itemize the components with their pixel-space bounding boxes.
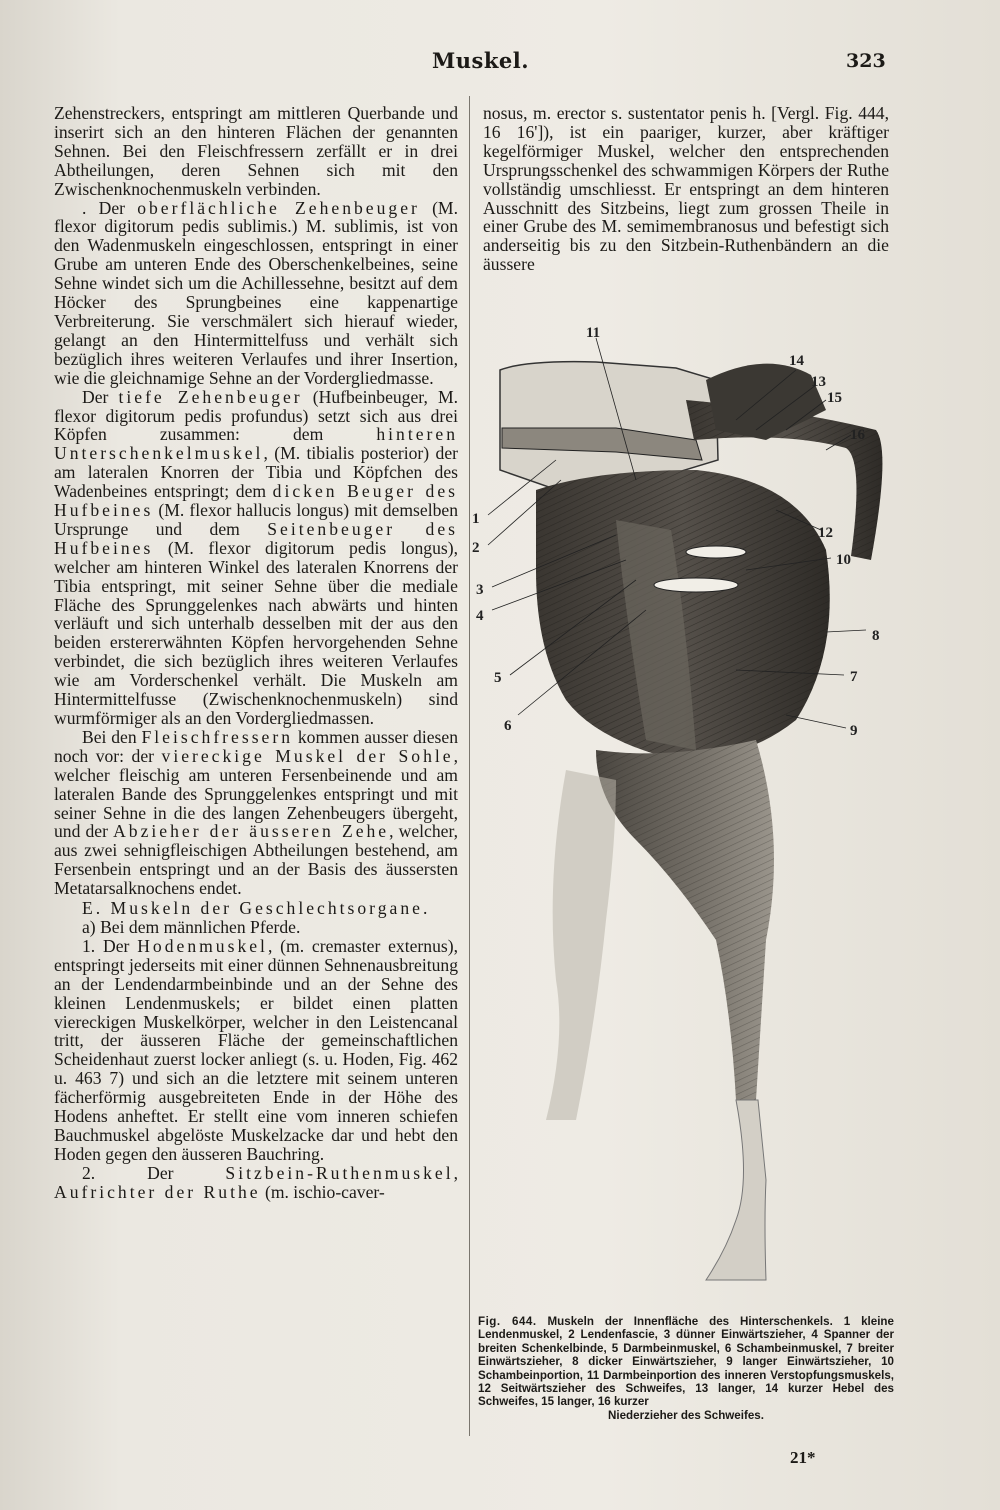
label-6: 6 — [504, 718, 512, 734]
label-16: 16 — [850, 427, 865, 443]
label-13: 13 — [811, 374, 826, 390]
anatomical-figure — [466, 320, 906, 1310]
right-column — [483, 104, 889, 274]
term: hinteren Unterschenkelmuskel — [54, 424, 458, 464]
label-12: 12 — [818, 525, 833, 541]
leg-shadow — [546, 770, 616, 1120]
term: Aufrichter der Ruthe — [54, 1181, 261, 1202]
lower-leg-fibers — [596, 740, 774, 1100]
running-title: Muskel. — [432, 48, 530, 73]
paragraph-2: . Der oberflächliche Zehenbeuger (M. flexor digitorum pedis sublimis.) M. sublimis, ist von den Wadenmuskeln eingeschlossen, entspringt in einer Grube am unteren Ende des Oberschenkelbeines, seine Sehne windet sich um die Achillessehne, besitzt auf dem Höcker des Sprungbeines eine kappenartige Verbreiterung. Sie verschmälert sich hierauf wieder, gelangt an den Hintermittelfuss und verhält sich bezüglich ihres weiteren Verlaufes und ihrer Insertion, wie die gleichnamige Sehne an der Vordergliedmasse. — [54, 197, 458, 388]
caption-last-line: Niederzieher des Schweifes. — [608, 1408, 764, 1422]
label-2: 2 — [472, 540, 480, 556]
label-15: 15 — [827, 390, 842, 406]
label-10: 10 — [836, 552, 851, 568]
term: Fleischfressern — [141, 726, 294, 747]
section-heading: E. Muskeln der Geschlechtsorgane. — [82, 898, 431, 919]
label-4: 4 — [476, 608, 484, 624]
subsection-heading: a) Bei dem männlichen Pferde. — [82, 916, 301, 937]
caption-title: Muskeln der Innenfläche des Hinterschenkels. — [547, 1315, 833, 1328]
label-14: 14 — [789, 353, 804, 369]
label-3: 3 — [476, 582, 484, 598]
paragraph-1: Zehenstreckers, entspringt am mittleren Querbande und inserirt sich an den hinteren Flächen der genannten Sehnen. Bei den Fleischfressern zerfällt er in drei Abtheilungen, deren Sehnen sich mit den Zwischenknochenmuskeln verbinden. — [54, 103, 458, 199]
cannon-bone — [706, 1100, 766, 1280]
signature-mark: 21* — [790, 1448, 816, 1467]
label-1: 1 — [472, 511, 480, 527]
obturator-tendon-lower — [654, 578, 738, 592]
paragraph-3: Der tiefe Zehenbeuger (Hufbeinbeuger, M. flexor digitorum pedis profundus) setzt sich aus drei Köpfen zusammen: dem hinteren Unterschenkelmuskel, (M. tibialis posterior) der am lateralen Knorren der Tibia und Köpfchen des Wadenbeines entspringt; dem dicken Beuger des Hufbeines (M. flexor hallucis longus) mit demselben Ursprunge und dem Seitenbeuger des Hufbeines (M. flexor digitorum pedis longus), welcher am hinteren Winkel des lateralen Knorrens der Tibia entspringt, mit seiner Sehne über die mediale Fläche des Sprunggelenkes nach abwärts und hinten verläuft und sich unterhalb desselben mit der aus den beiden erstererwähnten Köpfen hervorgehenden Sehne verbindet, die sich bezüglich ihres weiteren Verlaufes wie am Vorderschenkel verhält. Die Muskeln am Hintermittelfusse (Zwischenknochenmuskeln) sind wurmförmiger als an den Vordergliedmassen. — [54, 386, 458, 728]
figure-caption — [478, 1315, 894, 1422]
term: Abzieher der äusseren Zehe — [113, 821, 390, 842]
paragraph-4: Bei den Fleischfressern kommen ausser diesen noch vor: der viereckige Muskel der Sohle, welcher fleischig am unteren Fersenbeinende und am lateralen Bande des Sprunggelenkes entspringt und mit seiner Sehne in die des langen Zehenbeugers übergeht, und der Abzieher der äusseren Zehe, welcher, aus zwei sehnigfleischigen Abtheilungen bestehend, am Fersenbein entspringt und an der Basis des äussersten Metatarsalknochens endet. — [54, 726, 459, 899]
term: Sitzbein-Ruthenmuskel — [225, 1162, 454, 1183]
label-11: 11 — [586, 325, 601, 341]
paragraph-continued: nosus, m. erector s. sustentator penis h. [Vergl. Fig. 444, 16 16']), ist ein paariger, kurzer, aber kräftiger kegelförmiger Muskel, welcher den entsprechenden Ursprungsschenkel des schwammigen Körpers der Ruthe vollständig umschliesst. Er entspringt an dem hinteren Ausschnitt des Sitzbeins, liegt zum grossen Theile in einer Grube des M. semimembranosus und befestigt sich anderseitig bis zu den Sitzbein-Ruthenbändern an die äussere — [483, 103, 889, 275]
paragraph-6: 2. Der Sitzbein-Ruthenmuskel, Aufrichter der Ruthe (m. ischio-caver- — [54, 1162, 458, 1202]
term: tiefe Zehenbeuger — [118, 386, 303, 407]
obturator-tendon-upper — [686, 546, 746, 558]
term: dicken Beuger des Hufbeines — [54, 481, 458, 521]
label-5: 5 — [494, 670, 502, 686]
term: viereckige Muskel der Sohle — [161, 745, 454, 766]
caption-body: 1 kleine Lendenmuskel, 2 Lendenfascie, 3 dünner Einwärtszieher, 4 Spanner der breiten Schenkelbinde, 5 Darmbeinmuskel, 6 Schambeinmuskel, 7 breiter Einwärtszieher, 8 dicker Einwärtszieher, 9 langer Einwärtszieher, 10 Schambeinportion, 11 Darmbeinportion des inneren Verstopfungsmuskels, 12 Seitwärtszieher des Schweifes, 13 langer, 14 kurzer Hebel des Schweifes, 15 langer, 16 kurzer — [478, 1315, 894, 1409]
page-number: 323 — [846, 50, 886, 72]
label-8: 8 — [872, 628, 880, 644]
paragraph-5: 1. Der Hodenmuskel, (m. cremaster externus), entspringt jederseits mit einer dünnen Sehnenausbreitung an der Lendendarmbeinbinde und an der Sehne des kleinen Lendenmuskels; er bildet einen platten viereckigen Muskelkörper, welcher in den Leistencanal tritt, der äusseren Fläche der gemeinschaftlichen Scheidenhaut zuerst locker anliegt (s. u. Hoden, Fig. 462 u. 463 7) und sich an die letztere mit seinem unteren fächerförmig ausgebreiteten Ende in der Höhe des Hodens anheftet. Er stellt eine vom inneren schiefen Bauchmuskel abgelöste Muskelzacke dar und hebt den Hoden gegen den äusseren Bauchring. — [54, 935, 458, 1164]
term: Seitenbeuger des Hufbeines — [54, 518, 458, 558]
term: Hodenmuskel — [137, 935, 268, 956]
term: oberflächliche Zehenbeuger — [137, 197, 420, 218]
label-9: 9 — [850, 723, 858, 739]
label-7: 7 — [850, 669, 858, 685]
left-column — [54, 104, 458, 1202]
figure-number: Fig. 644. — [478, 1315, 537, 1328]
